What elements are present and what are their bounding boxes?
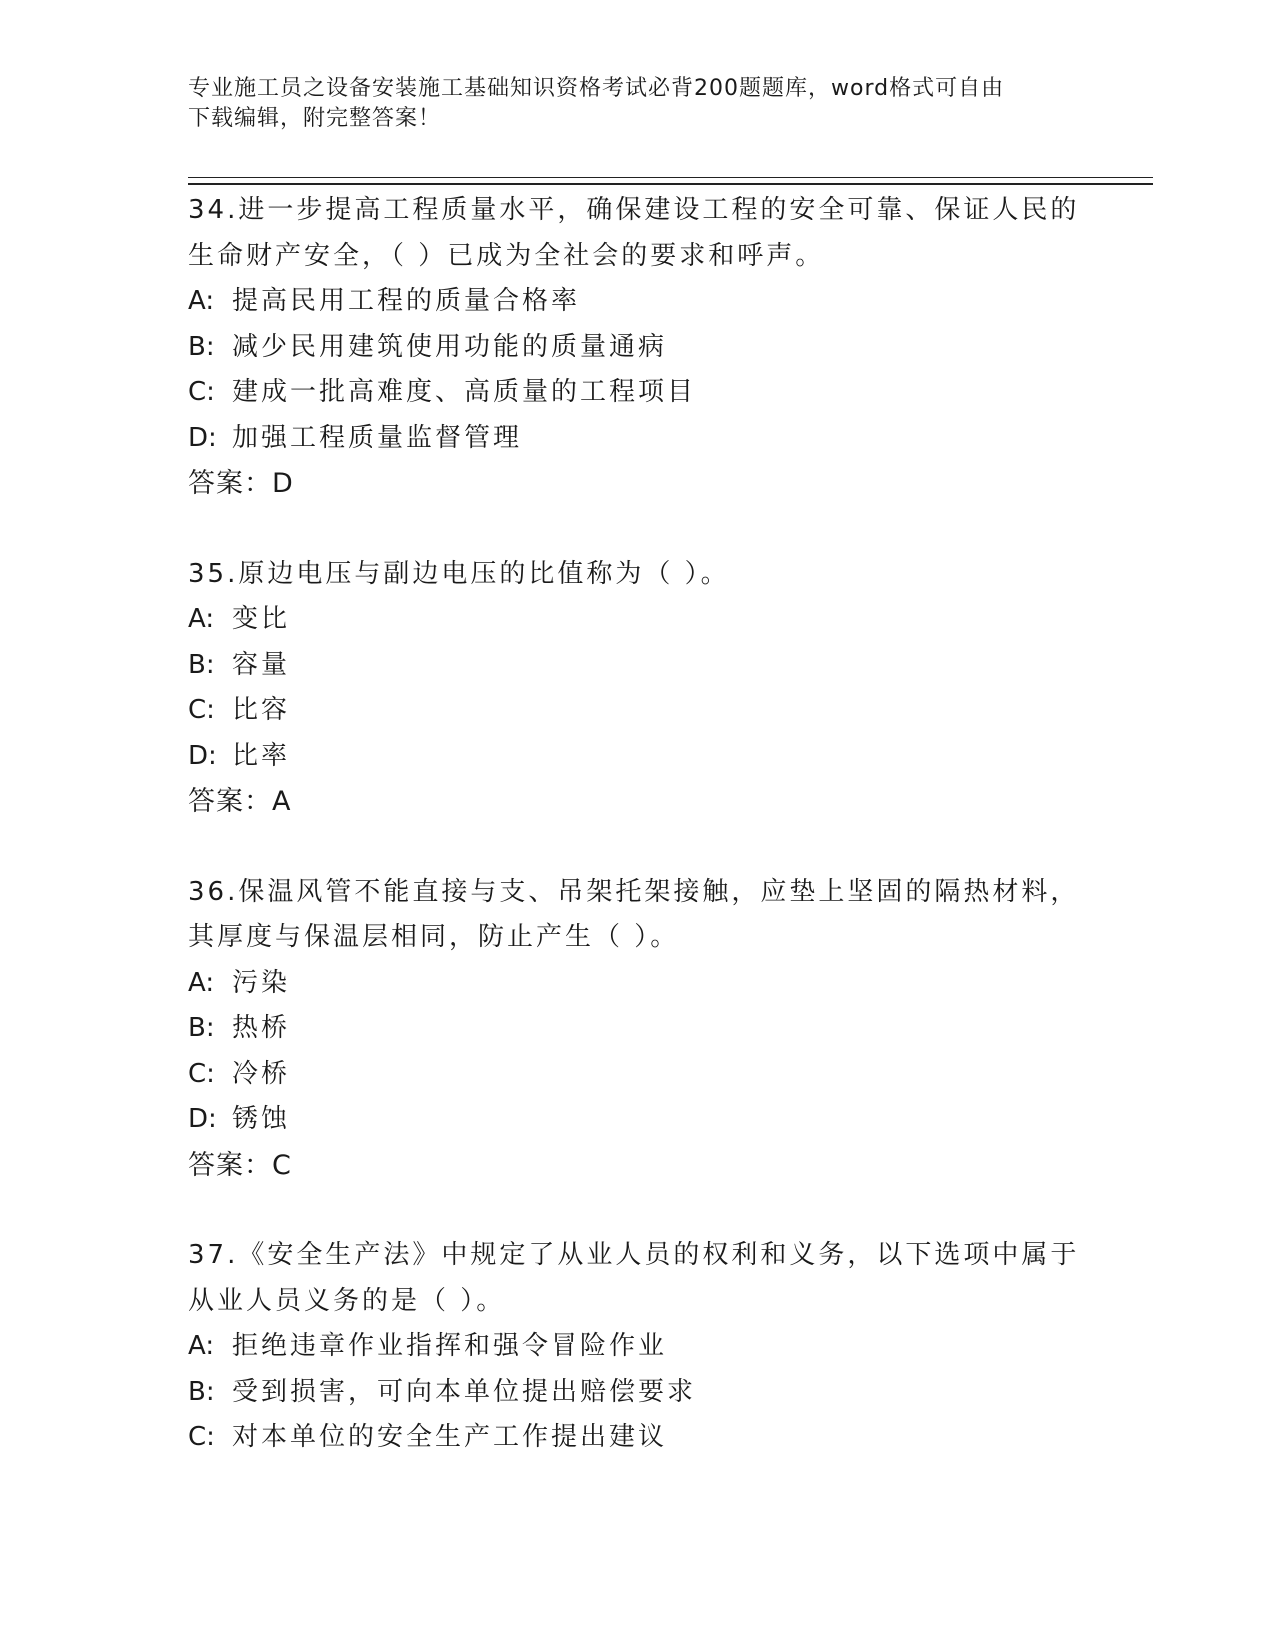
question-stem-line: 37.《安全生产法》中规定了从业人员的权利和义务，以下选项中属于 — [188, 1240, 1080, 1270]
option-text: 冷桥 — [232, 1058, 291, 1089]
option-row — [188, 688, 1148, 734]
question-block — [188, 1233, 1148, 1461]
option-row — [188, 961, 1148, 1007]
question-list — [188, 188, 1148, 1506]
option-letter: C: — [188, 377, 215, 407]
option-row — [188, 370, 1148, 416]
option-letter: D: — [188, 1104, 217, 1134]
question-stem-line: 35.原边电压与副边电压的比值称为（ ）。 — [188, 558, 730, 589]
document-header — [188, 74, 1088, 134]
option-letter: B: — [188, 649, 215, 680]
option-row — [188, 1370, 1148, 1416]
option-row — [188, 279, 1148, 325]
question-stem-line: 生命财产安全，（ ）已成为全社会的要求和呼声。 — [188, 240, 825, 271]
option-text: 变比 — [232, 604, 291, 634]
option-letter: A: — [188, 1331, 215, 1361]
option-text: 锈蚀 — [232, 1104, 291, 1134]
answer-line: 答案：D — [188, 468, 294, 499]
option-row — [188, 1097, 1148, 1143]
option-letter: B: — [188, 331, 215, 362]
question-stem-line: 其厚度与保温层相同，防止产生（ ）。 — [188, 922, 680, 952]
question-block — [188, 188, 1148, 507]
option-text: 污染 — [232, 967, 291, 998]
option-letter: A: — [188, 604, 215, 634]
header-line-1: 专业施工员之设备安装施工基础知识资格考试必背200题题库，word格式可自由 — [188, 76, 1005, 101]
option-row — [188, 643, 1148, 689]
option-text: 拒绝违章作业指挥和强令冒险作业 — [232, 1331, 668, 1361]
option-text: 容量 — [232, 649, 291, 680]
option-letter: B: — [188, 1376, 215, 1407]
answer-line: 答案：A — [188, 786, 292, 817]
option-row — [188, 597, 1148, 643]
option-letter: A: — [188, 967, 215, 998]
option-letter: D: — [188, 740, 217, 771]
header-divider-thin — [188, 177, 1153, 178]
option-text: 热桥 — [232, 1013, 291, 1043]
question-stem-line: 从业人员义务的是（ ）。 — [188, 1285, 506, 1316]
option-text: 对本单位的安全生产工作提出建议 — [232, 1422, 668, 1452]
header-divider-thick — [188, 183, 1153, 185]
option-letter: D: — [188, 422, 217, 453]
header-line-2: 下载编辑，附完整答案！ — [188, 106, 442, 131]
question-stem-line: 36.保温风管不能直接与支、吊架托架接触，应垫上坚固的隔热材料， — [188, 876, 1080, 907]
option-letter: C: — [188, 695, 215, 725]
question-block — [188, 870, 1148, 1189]
option-row — [188, 734, 1148, 780]
option-text: 受到损害，可向本单位提出赔偿要求 — [232, 1376, 697, 1407]
question-stem-line: 34.进一步提高工程质量水平，确保建设工程的安全可靠、保证人民的 — [188, 195, 1080, 225]
option-row — [188, 1415, 1148, 1461]
option-text: 减少民用建筑使用功能的质量通病 — [232, 331, 668, 362]
option-row — [188, 1324, 1148, 1370]
answer-line: 答案：C — [188, 1149, 292, 1181]
option-row — [188, 1052, 1148, 1098]
option-row — [188, 416, 1148, 462]
option-text: 建成一批高难度、高质量的工程项目 — [232, 377, 697, 407]
option-letter: C: — [188, 1422, 215, 1452]
option-text: 比率 — [232, 740, 291, 771]
option-letter: A: — [188, 286, 215, 316]
option-letter: B: — [188, 1013, 215, 1043]
option-row — [188, 325, 1148, 371]
option-text: 提高民用工程的质量合格率 — [232, 286, 581, 316]
question-block — [188, 552, 1148, 825]
option-text: 加强工程质量监督管理 — [232, 422, 523, 453]
option-letter: C: — [188, 1058, 215, 1089]
option-text: 比容 — [232, 695, 291, 725]
option-row — [188, 1006, 1148, 1052]
